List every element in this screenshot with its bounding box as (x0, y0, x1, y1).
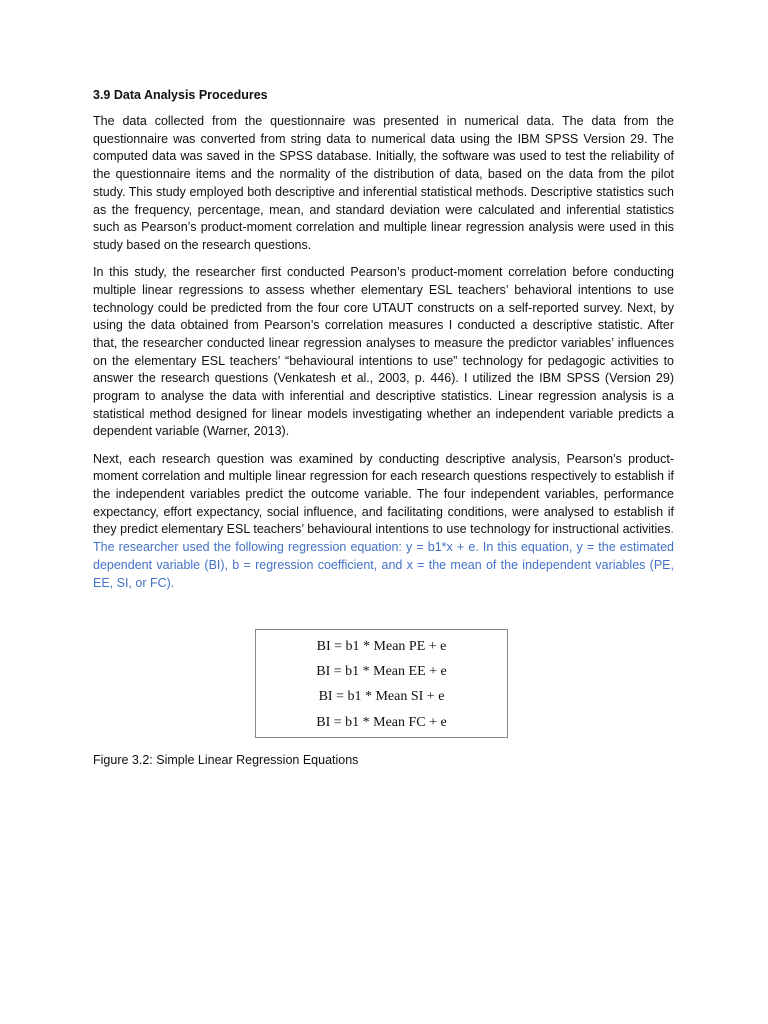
paragraph-1-text: The data collected from the questionnaire was presented in numerical data. The data from the questionnaire was converted from string data to numerical data using the IBM SPSS Version 29. The computed data was saved in the SPSS database. Initially, the software was used to test the reliability of the questionnaire items and the normality of the distribution of data, based on the data from the pilot study. This study employed both descriptive and inferential statistical methods. Descriptive statistics such as the frequency, percentage, mean, and standard deviation were calculated and inferential statistics such as Pearson’s product-moment correlation and multiple linear regression analysis were used in this study based on the research questions. (93, 114, 674, 252)
document-body (93, 86, 674, 602)
paragraph-1 (93, 113, 674, 255)
regression-equations-figure (255, 629, 508, 738)
section-heading: 3.9 Data Analysis Procedures (93, 88, 268, 102)
paragraph-3-text: Next, each research question was examined by conducting descriptive analysis, Pearson’s product-moment correlation and multiple linear regression for each research questions respectively to establish if the independent variables predict the outcome variable. The four independent variables, performance expectancy, effort expectancy, social influence, and facilitating conditions, were analysed to establish if they predict elementary ESL teachers’ behavioural intentions to use technology for instructional activities (93, 451, 674, 537)
equation-si: BI = b1 * Mean SI + e (318, 689, 445, 705)
equation-fc: BI = b1 * Mean FC + e (316, 714, 447, 730)
paragraph-2 (93, 264, 674, 441)
paragraph-2-text: In this study, the researcher first conducted Pearson’s product-moment correlation before conducting multiple linear regressions to assess whether elementary ESL teachers’ behavioral intentions to use technology could be predicted from the four core UTAUT constructs on a self-reported survey. Next, by using the data obtained from Pearson’s correlation measures I conducted a descriptive statistic. After that, the researcher conducted linear regression analyses to measure the predictor variables’ influences on the elementary ESL teachers’ “behavioural intentions to use” technology for pedagogic activities to answer the research questions (Venkatesh et al., 2003, p. 446). I utilized the IBM SPSS (Version 29) program to analyse the data with inferential and descriptive statistics. Linear regression analysis is a statistical method designed for linear models investigating whether an independent variable predicts a dependent variable (Warner, 2013). (93, 265, 674, 439)
paragraph-3 (93, 451, 674, 593)
equation-pe: BI = b1 * Mean PE + e (316, 639, 447, 654)
figure-caption: Figure 3.2: Simple Linear Regression Equations (93, 753, 359, 767)
paragraph-3-highlighted-text: . The researcher used the following regression equation: y = b1*x + e. In this equation, y = the estimated dependent variable (BI), b = regression coefficient, and x = the mean of the independent variables (PE, EE, SI, or FC). (93, 522, 674, 590)
equation-ee: BI = b1 * Mean EE + e (316, 664, 447, 680)
